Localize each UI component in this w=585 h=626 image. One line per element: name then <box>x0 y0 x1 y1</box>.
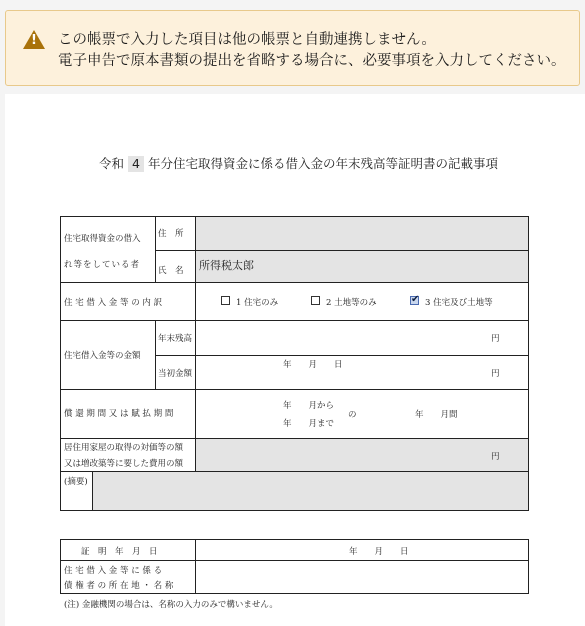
address-input[interactable] <box>195 217 528 250</box>
period-months: 年 月間 <box>415 410 458 420</box>
remarks-label: (摘要) <box>64 477 88 487</box>
period-to: 年 月まで <box>283 419 335 429</box>
option-2-label: 2 土地等のみ <box>326 298 377 308</box>
warning-text-2: 電子申告で原本書類の提出を省略する場合に、必要事項を入力してください。 <box>58 53 566 69</box>
amount-date: 年 月 日 <box>283 360 343 370</box>
cert-date-value[interactable]: 年 月 日 <box>349 547 409 557</box>
remarks-input[interactable] <box>92 471 528 510</box>
warning-text-1: この帳票で入力した項目は他の帳票と自動連携しません。 <box>58 32 436 48</box>
cost-label-2: 又は増改築等に要した費用の額 <box>64 459 184 469</box>
cost-input[interactable] <box>195 438 528 471</box>
year-end-yen: 円 <box>491 334 500 344</box>
title-prefix: 令和 <box>99 156 125 171</box>
cost-label <box>64 441 183 469</box>
title-suffix: 年分住宅取得資金に係る借入金の年末残高等証明書の記載事項 <box>148 156 499 171</box>
initial-amount-label: 当初金額 <box>158 369 193 379</box>
footnote: (注) 金融機関の場合は、名称の入力のみで構いません。 <box>64 600 278 610</box>
cert-date-label: 証 明 年 月 日 <box>81 547 158 557</box>
year-end-balance-label: 年末残高 <box>158 334 193 344</box>
option-3-checkbox[interactable] <box>410 296 419 305</box>
creditor-label-1: 住 宅 借 入 金 等 に 係 る <box>64 566 163 576</box>
loan-content-label: 住 宅 借 入 金 等 の 内 訳 <box>64 298 163 308</box>
option-3-label: 3 住宅及び土地等 <box>425 298 493 308</box>
creditor-label-2: 債 権 者 の 所 在 地 ・ 名 称 <box>64 581 174 591</box>
creditor-input[interactable] <box>196 561 528 593</box>
creditor-label <box>64 564 173 591</box>
warning-icon: ! <box>23 30 45 49</box>
amount-label: 住宅借入金等の金額 <box>64 351 141 361</box>
period-label: 償 還 期 間 又 は 賦 払 期 間 <box>64 409 174 419</box>
address-label: 住 所 <box>158 229 184 239</box>
year-input[interactable]: 4 <box>128 156 144 172</box>
period-from: 年 月から <box>283 401 335 411</box>
form-title <box>99 156 498 172</box>
form-sheet <box>5 94 585 626</box>
borrower-label <box>64 232 141 270</box>
borrower-label-1: 住宅取得資金の借入 <box>64 234 141 244</box>
initial-yen: 円 <box>491 369 500 379</box>
period-no: の <box>348 410 357 420</box>
borrower-label-2: れ等をしている者 <box>64 260 141 270</box>
option-1-checkbox[interactable] <box>221 296 230 305</box>
name-value[interactable]: 所得税太郎 <box>199 259 254 272</box>
option-2-checkbox[interactable] <box>311 296 320 305</box>
option-1-label: 1 住宅のみ <box>236 298 279 308</box>
cost-yen: 円 <box>491 452 500 462</box>
warning-banner <box>5 10 580 86</box>
cost-label-1: 居住用家屋の取得の対価等の額 <box>64 443 184 453</box>
name-label: 氏 名 <box>158 266 184 276</box>
